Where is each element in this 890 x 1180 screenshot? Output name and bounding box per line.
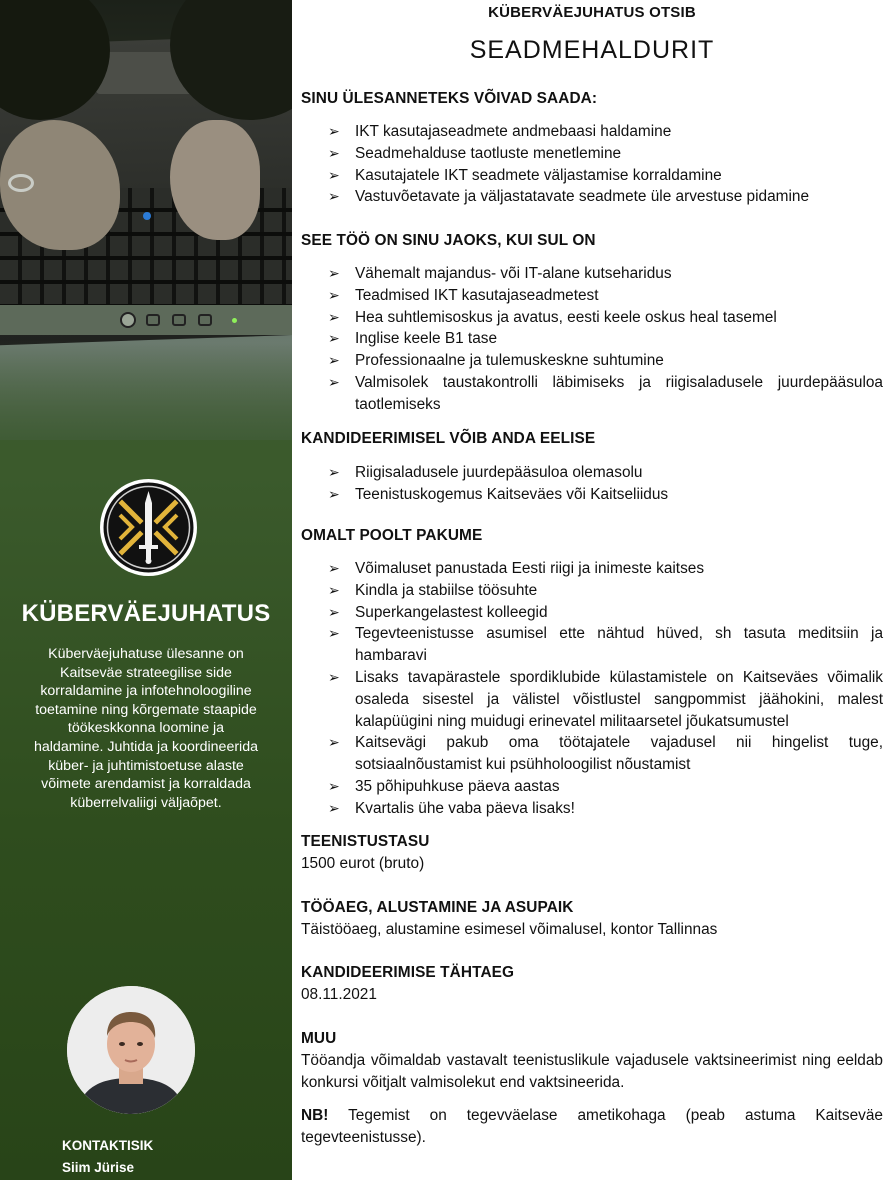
list-item — [301, 602, 883, 624]
contact-avatar — [67, 986, 195, 1114]
section-heading-salary: TEENISTUSTASU — [301, 833, 430, 850]
list-item-text: Teenistuskogemus Kaitseväes või Kaitseliidus — [355, 485, 669, 503]
list-item — [301, 307, 883, 329]
worktime-text: Täistööaeg, alustamine esimesel võimalusel, kontor Tallinnas — [301, 921, 718, 938]
section-heading-requirements: SEE TÖÖ ON SINU JAOKS, KUI SUL ON — [301, 232, 596, 249]
arrow-bullet-icon: ➢ — [328, 330, 340, 347]
offer-list — [301, 558, 883, 820]
list-item-text: Inglise keele B1 tase — [355, 330, 498, 348]
pretitle: KÜBERVÄEJUHATUS OTSIB — [488, 4, 696, 21]
list-item-text: Superkangelastest kolleegid — [355, 603, 548, 621]
list-item — [301, 798, 883, 820]
arrow-bullet-icon: ➢ — [328, 625, 340, 642]
nb-text: Tegemist on tegevväelase ametikohaga (peab astuma Kaitseväe tegevteenistusse). — [301, 1107, 883, 1146]
arrow-bullet-icon: ➢ — [328, 603, 340, 620]
list-item — [301, 372, 883, 416]
list-item — [301, 121, 883, 143]
list-item — [301, 484, 883, 506]
cyber-command-emblem-icon — [100, 479, 197, 576]
list-item-text: Professionaalne ja tulemuskeskne suhtumine — [355, 352, 664, 370]
arrow-bullet-icon: ➢ — [328, 581, 340, 598]
arrow-bullet-icon: ➢ — [328, 308, 340, 325]
arrow-bullet-icon: ➢ — [328, 799, 340, 816]
list-item-text: Kindla ja stabiilse töösuhte — [355, 581, 538, 599]
list-item-text: Kvartalis ühe vaba päeva lisaks! — [355, 799, 575, 817]
requirements-list — [301, 263, 883, 416]
main-content — [301, 0, 883, 1180]
tasks-list — [301, 121, 883, 208]
list-item-text: Tegevteenistusse asumisel ette nähtud hüved, sh tasuta meditsiin ja hambaravi — [355, 625, 883, 665]
contact-label: KONTAKTISIK — [62, 1138, 154, 1153]
arrow-bullet-icon: ➢ — [328, 166, 340, 183]
list-item — [301, 732, 883, 776]
list-item — [301, 350, 883, 372]
list-item-text: Kasutajatele IKT seadmete väljastamise korraldamine — [355, 166, 722, 184]
list-item — [301, 667, 883, 732]
list-item-text: Vastuvõetavate ja väljastatavate seadmete üle arvestuse pidamine — [355, 188, 810, 206]
list-item — [301, 165, 883, 187]
arrow-bullet-icon: ➢ — [328, 485, 340, 502]
list-item — [301, 328, 883, 350]
nb-label: NB! — [301, 1107, 329, 1124]
list-item — [301, 623, 883, 667]
list-item-text: Riigisaladusele juurdepääsuloa olemasolu — [355, 464, 643, 481]
other-text: Tööandja võimaldab vastavalt teenistuslikule vajadusele vaktsineerimist ning eeldab konkursi võitjalt valmisolekut end vaktsineerida. — [301, 1052, 883, 1091]
list-item-text: Kaitsevägi pakub oma töötajatele vajadusel nii hingelist tuge, sotsiaalnõustamist kui psühholoogilist nõustamist — [355, 734, 883, 774]
list-item — [301, 580, 883, 602]
deadline-text: 08.11.2021 — [301, 986, 377, 1003]
arrow-bullet-icon: ➢ — [328, 560, 340, 576]
arrow-bullet-icon: ➢ — [328, 373, 340, 390]
list-item — [301, 776, 883, 798]
list-item-text: Valmisolek taustakontrolli läbimiseks ja riigisaladusele juurdepääsuloa taotlemiseks — [355, 373, 883, 413]
section-heading-advantages: KANDIDEERIMISEL VÕIB ANDA EELISE — [301, 430, 596, 447]
arrow-bullet-icon: ➢ — [328, 352, 340, 369]
list-item — [301, 285, 883, 307]
arrow-bullet-icon: ➢ — [328, 668, 340, 685]
list-item-text: Hea suhtlemisoskus ja avatus, eesti keele oskus heal tasemel — [355, 308, 777, 326]
arrow-bullet-icon: ➢ — [328, 188, 340, 205]
page-title: SEADMEHALDURIT — [469, 36, 715, 64]
list-item — [301, 462, 883, 484]
list-item-text: Lisaks tavapärastele spordiklubide külastamistele on Kaitseväes võimalik osaleda sisestel ja välistel võistlustel sangpommist jäähokini, malest kalapüügini ning muidugi erinevatel militaarsetel jõukatsumustel — [355, 668, 883, 730]
list-item-text: Võimaluset panustada Eesti riigi ja inimeste kaitses — [355, 560, 705, 577]
arrow-bullet-icon: ➢ — [328, 265, 340, 281]
list-item — [301, 143, 883, 165]
arrow-bullet-icon: ➢ — [328, 734, 340, 751]
list-item — [301, 263, 883, 285]
section-heading-offer: OMALT POOLT PAKUME — [301, 527, 483, 544]
list-item-text: Vähemalt majandus- või IT-alane kutseharidus — [355, 265, 672, 282]
advantages-list — [301, 462, 883, 506]
section-heading-other: MUU — [301, 1030, 337, 1047]
arrow-bullet-icon: ➢ — [328, 777, 340, 794]
list-item-text: Seadmehalduse taotluste menetlemine — [355, 144, 622, 162]
arrow-bullet-icon: ➢ — [328, 144, 340, 161]
arrow-bullet-icon: ➢ — [328, 123, 340, 139]
list-item — [301, 186, 883, 208]
sidebar-description: Küberväejuhatuse ülesanne on Kaitseväe strateegilise side korraldamine ja infotehnoloogiline toetamine ning kõrgemate staapide töökeskkonna loomine ja haldamine. Juhtida ja koordineerida küber- ja juhtimistoetuse alaste võimete arendamist ja korraldada küberrelvaliigi väljaõpet. — [34, 646, 258, 811]
nb-note — [301, 1105, 883, 1149]
list-item-text: IKT kasutajaseadmete andmebaasi haldamine — [355, 123, 672, 140]
arrow-bullet-icon: ➢ — [328, 464, 340, 480]
arrow-bullet-icon: ➢ — [328, 286, 340, 303]
sidebar-title: KÜBERVÄEJUHATUS — [21, 600, 271, 627]
list-item — [301, 558, 883, 580]
list-item-text: 35 põhipuhkuse päeva aastas — [355, 777, 560, 795]
section-heading-worktime: TÖÖAEG, ALUSTAMINE JA ASUPAIK — [301, 899, 574, 916]
salary-text: 1500 eurot (bruto) — [301, 855, 425, 872]
header-photo — [0, 0, 292, 440]
contact-name: Siim Jürise — [62, 1160, 135, 1175]
section-heading-deadline: KANDIDEERIMISE TÄHTAEG — [301, 964, 515, 981]
section-heading-tasks: SINU ÜLESANNETEKS VÕIVAD SAADA: — [301, 90, 598, 107]
list-item-text: Teadmised IKT kasutajaseadmetest — [355, 286, 599, 304]
sidebar — [0, 0, 292, 1180]
